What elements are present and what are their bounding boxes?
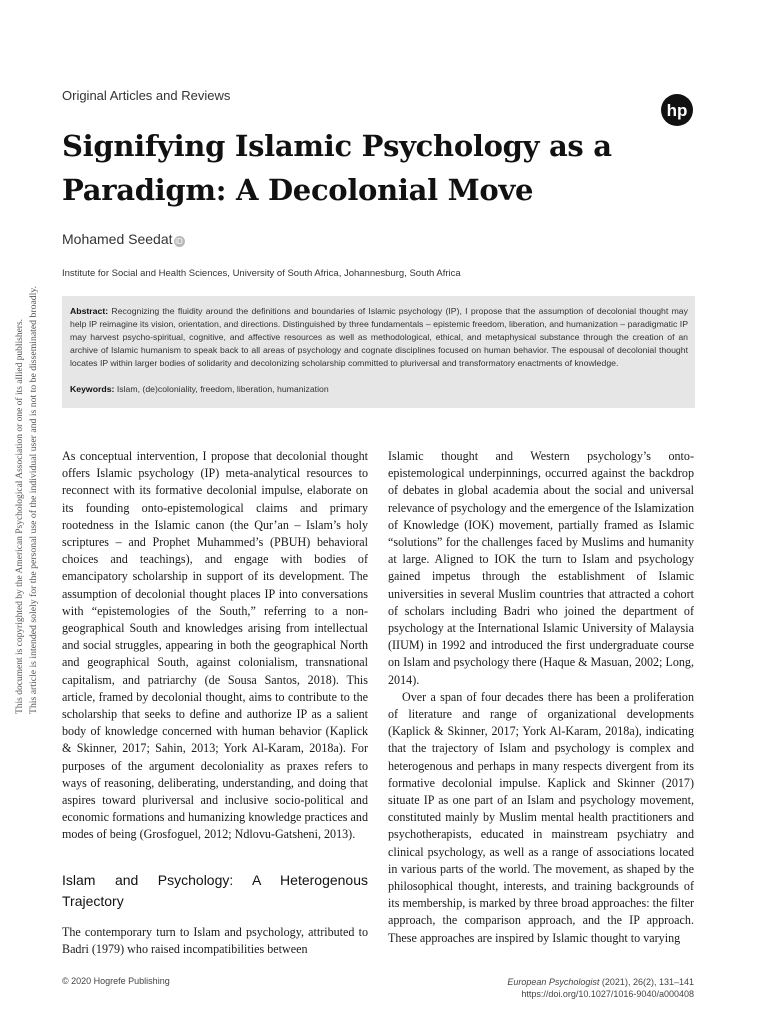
section-heading: Islam and Psychology: A Heterogenous Trajectory [62, 871, 368, 909]
author-line [62, 231, 185, 247]
orcid-icon[interactable]: iD [175, 237, 183, 246]
copyright-notice-line-2: This article is intended solely for the personal use of the individual user and is not to be disseminated broadly. [28, 292, 39, 714]
copyright-sidebar [9, 286, 41, 716]
right-column [388, 448, 694, 947]
journal-citation [507, 976, 694, 988]
body-paragraph: As conceptual intervention, I propose that decolonial thought offers Islamic psychology (IP) meta-analytical resources to reconnect with its formative decolonial impulse, elaborate on its founding onto-epistemological claims and primary rootedness in the Islamic canon (the Qur’an – Islam’s holy scriptures – and Prophet Muhammed’s (PBUH) behavioral choices and teachings), and engage with bodies of emancipatory scholarship in support of its development. The assumption of decolonial thought places IP into conversations with “epistemologies of the South,” referring to a non-geographical South and knowledges arising from intellectual and social struggles, appearing in both the geographical North and geographical South, against colonialism, transnational capitalism, and patriarchy (de Sousa Santos, 2018). This article, framed by decolonial thought, aims to contribute to the scholarship that seeks to define and authorize IP as a salient body of knowledge concerned with human behavior (Kaplick & Skinner, 2017; Sahin, 2013; York Al-Karam, 2018a). For purposes of the argument decoloniality as praxes refers to ways of reasoning, deliberating, understanding, and doing that aspires toward pluriversal and inclusive socio-political and economic formations and humanizing knowledge practices and modes of being (Grosfoguel, 2012; Ndlovu-Gatsheni, 2013). [62, 449, 368, 842]
hogrefe-hp-logo-icon [660, 93, 694, 127]
body-paragraph: The contemporary turn to Islam and psychology, attributed to Badri (1979) who raised incompatibilities between [62, 924, 368, 956]
keywords-label: Keywords: [70, 384, 115, 394]
author-name: Mohamed Seedat [62, 231, 173, 247]
abstract-text-block [70, 305, 688, 370]
logo-text: hp [666, 101, 688, 120]
abstract-text: Recognizing the fluidity around the definitions and boundaries of Islamic psychology (IP), I propose that the assumption of decolonial thought may help IP reimagine its vision, orientation, and directions. Distinguished by three fundamentals – epistemic freedom, liberation, and humanization – paradigmatic IP may harvest psycho-spiritual, cognitive, and affective resources as well as methodological, ethical, and metaphysical substance through the creation of an archive of Islamic humanism to speak back to all areas of psychology and cognate disciplines focused on human behavior. The espousal of decolonial thought locates IP within larger bodies of solidarity and decolonizing scholarship committed to pluriversal and transformatory enactments of knowledge. [70, 306, 688, 368]
body-paragraph: Islamic thought and Western psychology’s onto-epistemological underpinnings, occurred against the backdrop of debates in global academia about the social and universal relevance of psychology and the emergence of the Islamization of Knowledge (IOK) movement, partially framed as Islamic “solutions” for the challenges faced by Muslims and humanity at large. Aligned to IOK the turn to Islam and psychology gained impetus through the establishment of Islamic universities in several Muslim countries that attracted a cohort of scholars including Badri who joined the department of psychology at the International Islamic University of Malaysia (IIUM) in 1992 and introduced the first undergraduate course on Islam and psychology there (Haque & Masuan, 2002; Long, 2014). [388, 449, 694, 687]
abstract-box [62, 296, 695, 408]
keywords-text: Islam, (de)coloniality, freedom, liberation, humanization [116, 384, 329, 394]
journal-name: European Psychologist [507, 977, 600, 987]
footer-citation [507, 976, 694, 1000]
abstract-label: Abstract: [70, 306, 109, 316]
doi-link[interactable]: https://doi.org/10.1027/1016-9040/a000408 [521, 989, 694, 999]
article-title: Signifying Islamic Psychology as a Paradigm: A Decolonial Move [62, 129, 612, 207]
copyright-notice-line-1: This document is copyrighted by the American Psychological Association or one of its allied publishers. [14, 314, 25, 714]
footer-copyright: © 2020 Hogrefe Publishing [62, 976, 170, 986]
section-label: Original Articles and Reviews [62, 88, 231, 103]
left-column [62, 448, 368, 958]
keywords-line [70, 383, 688, 396]
affiliation: Institute for Social and Health Sciences, University of South Africa, Johannesburg, South Africa [62, 268, 461, 279]
journal-volume: (2021), 26(2), 131–141 [599, 977, 694, 987]
body-paragraph: Over a span of four decades there has been a proliferation of literature and range of organizational developments (Kaplick & Skinner, 2017; York Al-Karam, 2018a), indicating that the trajectory of Islam and psychology is complex and heterogenous and perhaps in many respects divergent from its formative decolonial impulse. Kaplick and Skinner (2017) situate IP as one part of an Islam and psychology movement, constituted mainly by Muslim mental health practitioners and psychotherapists, educated in mainstream psychiatry and clinical psychology, as well as a range of associations located in various parts of the world. The movement, as shaped by the philosophical thought, interests, and training backgrounds of its membership, is marked by three broad approaches: the filter approach, the comparison approach, and the IP approach. These approaches are inspired by Islamic thought to varying [388, 689, 694, 945]
